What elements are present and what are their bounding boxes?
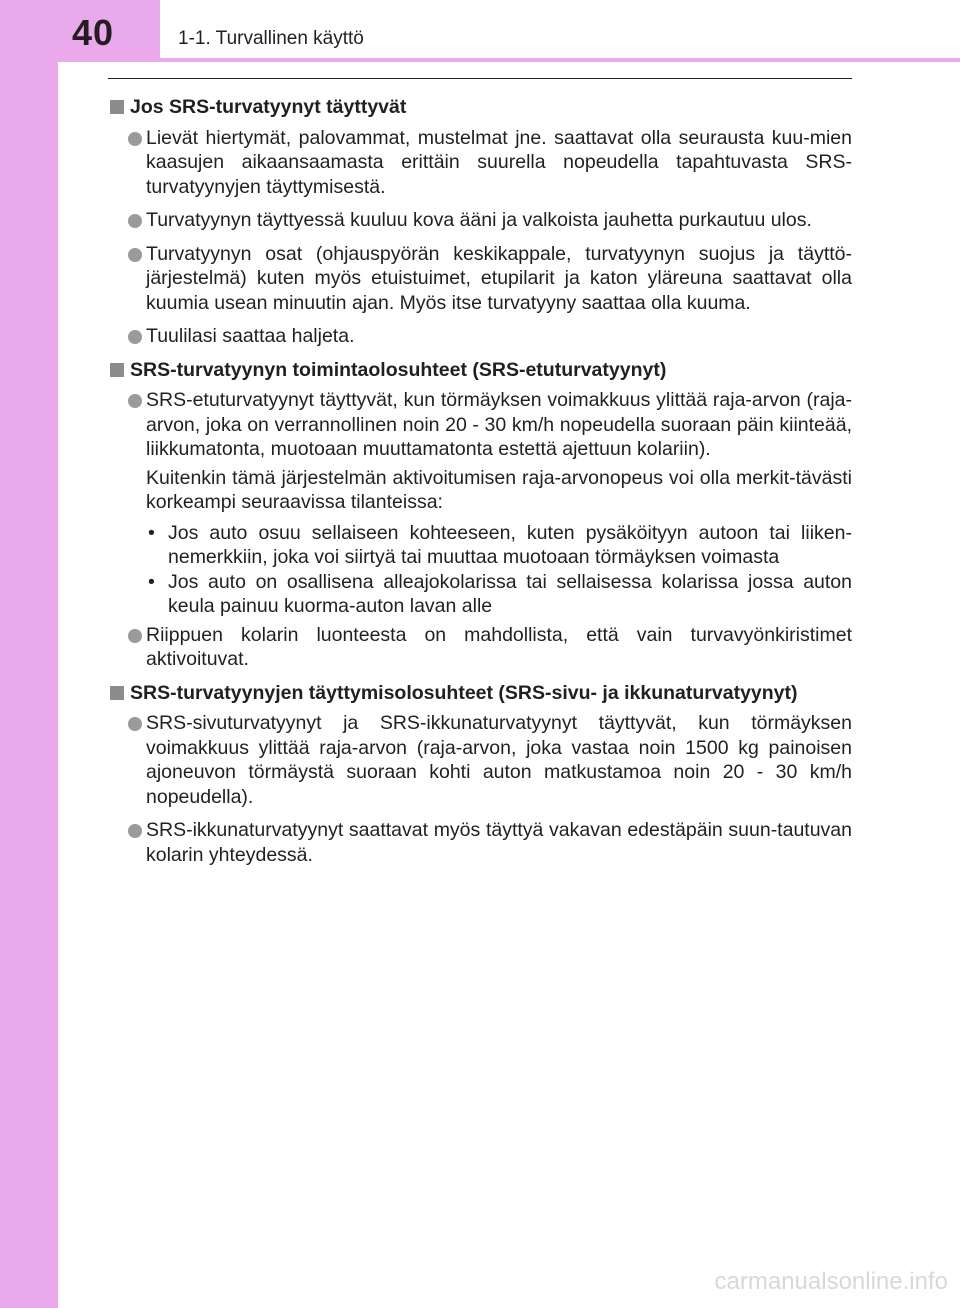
paragraph: Kuitenkin tämä järjestelmän aktivoitumisen raja-arvonopeus voi olla merkit-tävästi korkeampi seuraavissa tilanteissa: [146,466,852,513]
round-bullet-icon [128,824,142,838]
list-item: SRS-etuturvatyynyt täyttyvät, kun törmäyksen voimakkuus ylittää raja-arvon (raja-arvon, joka on verrannollinen noin 20 - 30 km/h nopeudella suoraan päin kiinteää, liikkumatonta, muotoaan muuttamatonta estettä ajettuun kolariin). [108,388,852,462]
round-bullet-icon [128,132,142,146]
header-rule [58,58,960,62]
square-bullet-icon [110,363,124,377]
content-divider [108,78,852,79]
dot-bullet: • [148,570,155,593]
list-item: SRS-ikkunaturvatyynyt saattavat myös täyttyä vakavan edestäpäin suun-tautuvan kolarin yhteydessä. [108,818,852,867]
square-bullet-icon [110,686,124,700]
round-bullet-icon [128,330,142,344]
sub-list-item: • Jos auto osuu sellaiseen kohteeseen, kuten pysäköityyn autoon tai liiken-nemerkkiin, joka voi siirtyä tai muuttaa muotoaan törmäyksen voimasta [148,521,852,568]
section-heading: SRS-turvatyynyjen täyttymisolosuhteet (SRS-sivu- ja ikkunaturvatyynyt) [108,681,852,706]
watermark: carmanualsonline.info [714,1268,948,1295]
page-content [108,90,852,876]
section-heading: Jos SRS-turvatyynyt täyttyvät [108,95,852,120]
round-bullet-icon [128,394,142,408]
dot-bullet: • [148,521,155,544]
side-color-tab [0,0,58,1308]
round-bullet-icon [128,214,142,228]
square-bullet-icon [110,100,124,114]
section-title: 1-1. Turvallinen käyttö [178,28,364,49]
list-item: Turvatyynyn täyttyessä kuuluu kova ääni ja valkoista jauhetta purkautuu ulos. [108,208,852,233]
list-item: Riippuen kolarin luonteesta on mahdollista, että vain turvavyönkiristimet aktivoituvat. [108,623,852,672]
section-heading: SRS-turvatyynyn toimintaolosuhteet (SRS-etuturvatyynyt) [108,358,852,383]
list-item: Lievät hiertymät, palovammat, mustelmat jne. saattavat olla seurausta kuu-mien kaasujen aikaansaamasta erittäin suurella nopeudella tapahtuvasta SRS-turvatyynyjen täyttymisestä. [108,126,852,200]
page-number: 40 [72,12,115,53]
round-bullet-icon [128,248,142,262]
sub-list-item: • Jos auto on osallisena alleajokolarissa tai sellaisessa kolarissa jossa auton keula painuu kuorma-auton lavan alle [148,570,852,617]
list-item: SRS-sivuturvatyynyt ja SRS-ikkunaturvatyynyt täyttyvät, kun törmäyksen voimakkuus ylittää raja-arvon (raja-arvon, joka vastaa noin 1500 kg painoisen ajoneuvon törmäystä suoraan kohti auton matkustamoa noin 20 - 30 km/h nopeudella). [108,711,852,809]
round-bullet-icon [128,629,142,643]
round-bullet-icon [128,717,142,731]
list-item: Turvatyynyn osat (ohjauspyörän keskikappale, turvatyynyn suojus ja täyttö-järjestelmä) kuten myös etuistuimet, etupilarit ja katon yläreuna saattavat olla kuumia usean minuutin ajan. Myös itse turvatyyny saattaa olla kuuma. [108,242,852,316]
list-item: Tuulilasi saattaa haljeta. [108,324,852,349]
